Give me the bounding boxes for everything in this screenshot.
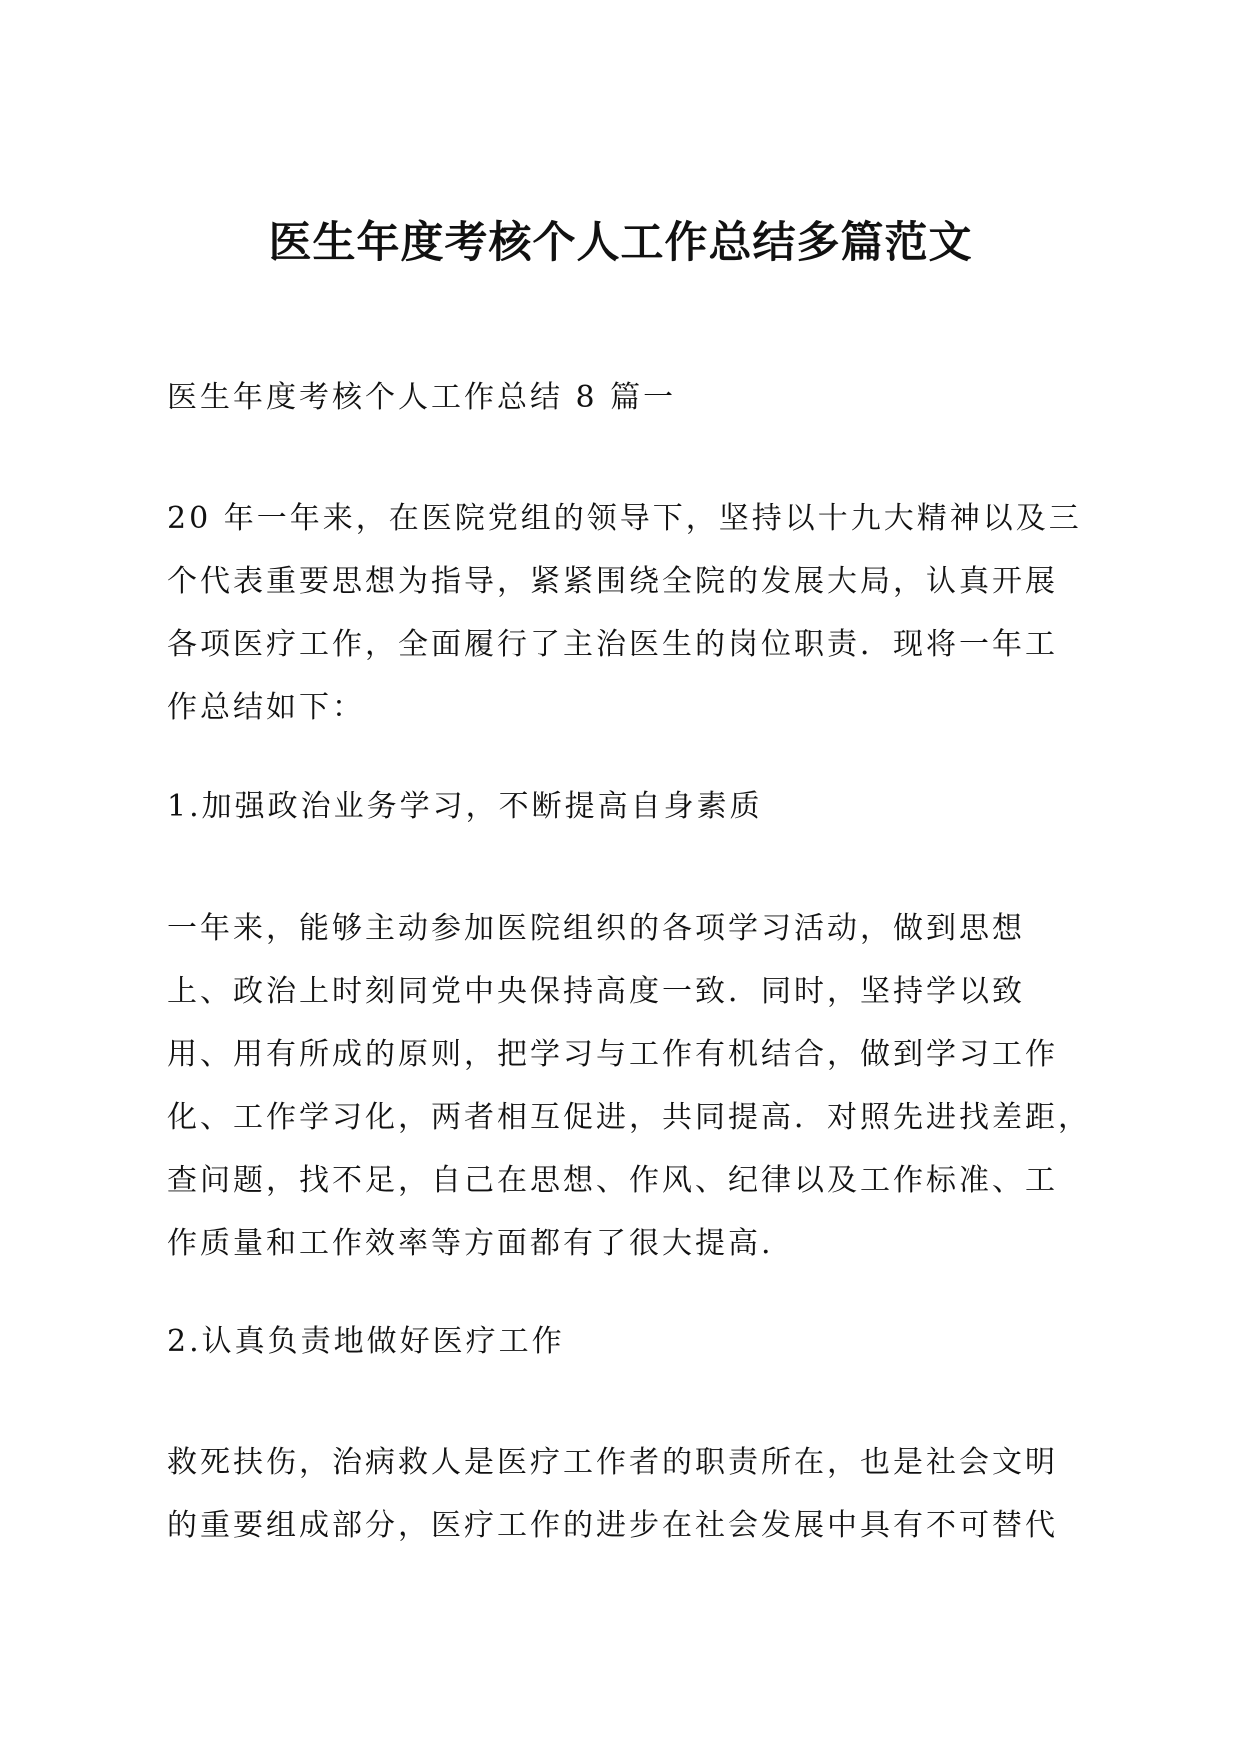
paragraph-line: 作总结如下： xyxy=(167,690,365,725)
paragraph-line: 查问题，找不足，自己在思想、作风、纪律以及工作标准、工 xyxy=(167,1163,1058,1198)
paragraph-line: 化、工作学习化，两者相互促进，共同提高．对照先进找差距， xyxy=(167,1100,1091,1135)
paragraph-line: 用、用有所成的原则，把学习与工作有机结合，做到学习工作 xyxy=(167,1037,1058,1072)
paragraph-line: 20 年一年来，在医院党组的领导下，坚持以十九大精神以及三 xyxy=(167,501,1082,536)
paragraph-line: 上、政治上时刻同党中央保持高度一致．同时，坚持学以致 xyxy=(167,974,1025,1009)
paragraph-line: 救死扶伤，治病救人是医疗工作者的职责所在，也是社会文明 xyxy=(167,1445,1058,1480)
paragraph-line: 各项医疗工作，全面履行了主治医生的岗位职责．现将一年工 xyxy=(167,627,1058,662)
paragraph-line: 一年来，能够主动参加医院组织的各项学习活动，做到思想 xyxy=(167,911,1025,946)
section-subtitle: 医生年度考核个人工作总结 8 篇一 xyxy=(167,380,677,415)
document-title: 医生年度考核个人工作总结多篇范文 xyxy=(268,218,973,268)
section-heading: 1.加强政治业务学习，不断提高自身素质 xyxy=(167,789,763,824)
paragraph-line: 的重要组成部分，医疗工作的进步在社会发展中具有不可替代 xyxy=(167,1508,1058,1543)
paragraph-line: 个代表重要思想为指导，紧紧围绕全院的发展大局，认真开展 xyxy=(167,564,1058,599)
paragraph-line: 作质量和工作效率等方面都有了很大提高. xyxy=(167,1226,774,1261)
section-heading: 2.认真负责地做好医疗工作 xyxy=(167,1324,565,1359)
